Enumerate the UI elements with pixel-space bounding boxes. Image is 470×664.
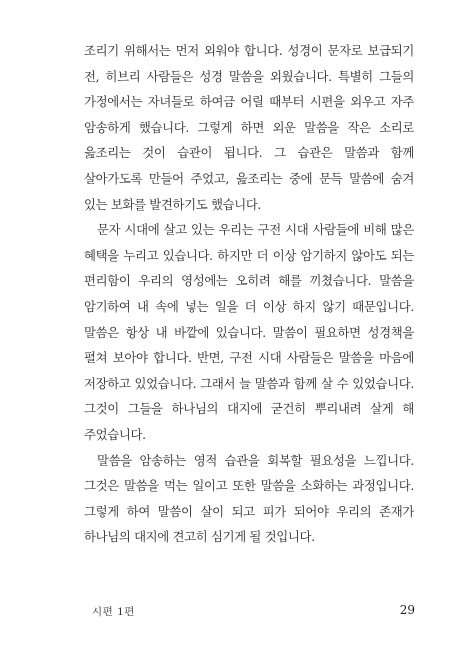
body-text	[84, 38, 414, 550]
running-footer-section: 시편 1편	[92, 606, 135, 618]
paragraph-continued: 조리기 위해서는 먼저 외워야 합니다. 성경이 문자로 보급되기 전, 히브리 사람들은 성경 말씀을 외웠습니다. 특별히 그들의 가정에서는 자녀들로 하여금 어릴 때부터 시편을 외우고 자주 암송하게 했습니다. 그렇게 하면 외운 말씀을 작은 소리로 읊조리는 것이 습관이 됩니다. 그 습관은 말씀과 함께 살아가도록 만들어 주었고, 읊조리는 중에 문득 말씀에 숨겨 있는 보화를 발견하기도 했습니다.	[84, 43, 414, 212]
paragraph: 문자 시대에 살고 있는 우리는 구전 시대 사람들에 비해 많은 혜택을 누리고 있습니다. 하지만 더 이상 암기하지 않아도 되는 편리함이 우리의 영성에는 오히려 해를 끼쳤습니다. 말씀을 암기하여 내 속에 넣는 일을 더 이상 하지 않기 때문입니다. 말씀은 항상 내 바깥에 있습니다. 말씀이 필요하면 성경책을 펼쳐 보아야 합니다. 반면, 구전 시대 사람들은 말씀을 마음에 저장하고 있었습니다. 그래서 늘 말씀과 함께 살 수 있었습니다. 그것이 그들을 하나님의 대지에 굳건히 뿌리내려 살게 해 주었습니다.	[84, 222, 414, 442]
page-number: 29	[399, 603, 415, 617]
paragraph: 말씀을 암송하는 영적 습관을 회복할 필요성을 느낍니다. 그것은 말씀을 먹는 일이고 또한 말씀을 소화하는 과정입니다. 그렇게 하여 말씀이 살이 되고 피가 되어야 우리의 존재가 하나님의 대지에 견고히 심기게 될 것입니다.	[84, 452, 414, 545]
